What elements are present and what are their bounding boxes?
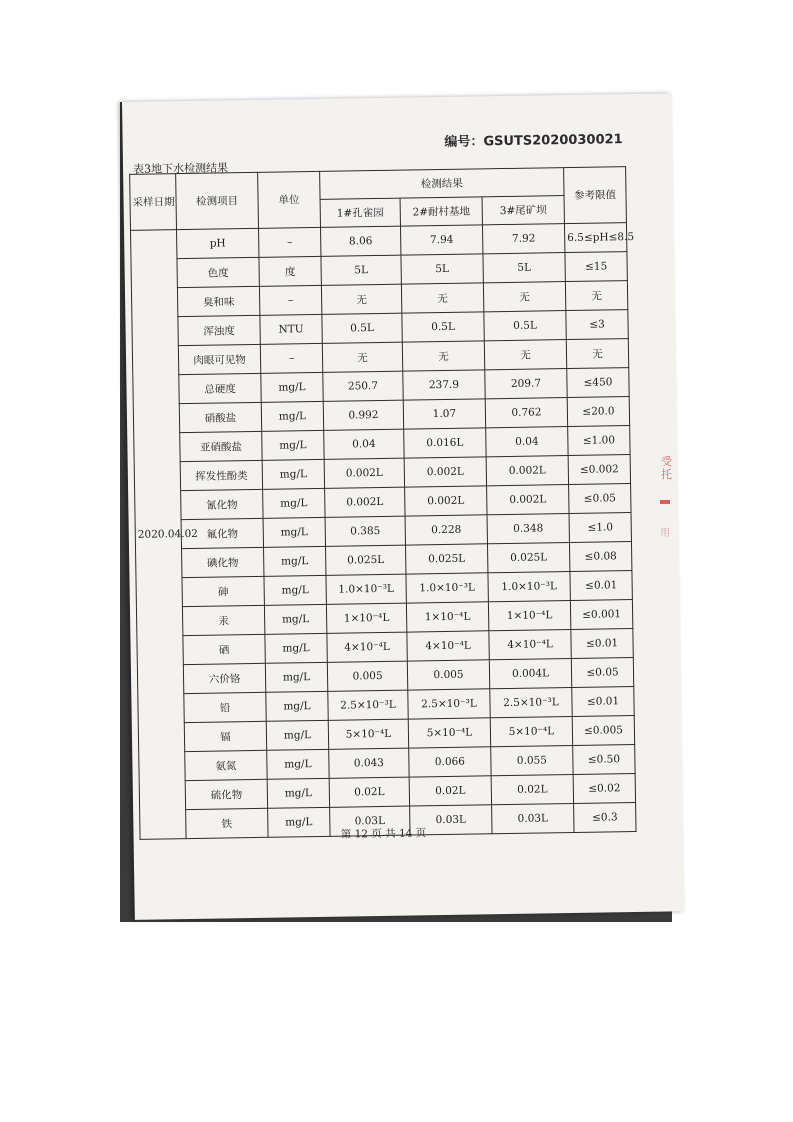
site-1-value: 0.002L [325, 487, 405, 517]
site-1-value: 无 [321, 284, 401, 314]
item-cell: 总硬度 [179, 373, 261, 403]
limit-cell: ≤0.3 [574, 803, 636, 833]
site-1-value: 5×10⁻⁴L [328, 719, 408, 749]
unit-cell: NTU [260, 314, 322, 344]
site-2-value: 5L [401, 254, 483, 284]
site-3-value: 1×10⁻⁴L [488, 601, 570, 631]
site-3-value: 0.762 [485, 398, 567, 428]
unit-cell: – [259, 285, 321, 315]
site-2-value: 0.025L [405, 544, 487, 574]
limit-cell: ≤15 [565, 252, 627, 282]
site-3-value: 2.5×10⁻³L [490, 688, 572, 718]
site-3-value: 0.348 [487, 514, 569, 544]
red-seal-mark [660, 500, 670, 504]
site-3-value: 0.03L [492, 803, 574, 833]
unit-cell: mg/L [265, 662, 327, 692]
site-3-value: 0.004L [489, 659, 571, 689]
site-3-value: 0.025L [487, 543, 569, 573]
site-1-value: 0.04 [324, 429, 404, 459]
item-cell: pH [177, 228, 259, 258]
site-1-value: 2.5×10⁻³L [328, 690, 408, 720]
item-cell: 镉 [184, 721, 266, 751]
site-1-value: 1.0×10⁻³L [326, 574, 406, 604]
item-cell: 氰化物 [181, 489, 263, 519]
site-3-value: 0.02L [491, 774, 573, 804]
site-1-value: 0.002L [324, 458, 404, 488]
limit-cell: ≤0.02 [573, 774, 635, 804]
limit-cell: ≤0.05 [571, 658, 633, 688]
item-cell: 碘化物 [182, 547, 264, 577]
site-3-value: 5L [483, 253, 565, 283]
item-cell: 硒 [183, 634, 265, 664]
item-cell: 挥发性酚类 [180, 460, 262, 490]
site-2-value: 1×10⁻⁴L [406, 602, 488, 632]
page-footer: 第 12 页 共 14 页 [340, 827, 427, 841]
header-item: 检测项目 [176, 172, 259, 229]
site-1-value: 250.7 [323, 371, 403, 401]
unit-cell: mg/L [261, 401, 323, 431]
unit-cell: mg/L [266, 691, 328, 721]
site-2-value: 1.0×10⁻³L [406, 573, 488, 603]
site-3-value: 0.002L [487, 485, 569, 515]
unit-cell: mg/L [263, 488, 325, 518]
limit-cell: ≤1.00 [568, 426, 630, 456]
item-cell: 肉眼可见物 [178, 344, 260, 374]
site-1-value: 0.992 [323, 400, 403, 430]
site-1-value: 1×10⁻⁴L [326, 603, 406, 633]
site-2-value: 0.002L [404, 457, 486, 487]
site-2-value: 0.5L [402, 312, 484, 342]
limit-cell: ≤450 [567, 368, 629, 398]
limit-cell: ≤1.0 [569, 513, 631, 543]
site-1-value: 0.02L [329, 777, 409, 807]
site-2-value: 237.9 [403, 370, 485, 400]
site-1-value: 4×10⁻⁴L [327, 632, 407, 662]
site-3-value: 4×10⁻⁴L [489, 630, 571, 660]
limit-cell: 无 [565, 281, 627, 311]
header-site-3: 3#尾矿坝 [482, 196, 564, 225]
site-3-value: 0.002L [486, 456, 568, 486]
header-site-1: 1#孔雀园 [320, 198, 400, 227]
faint-seal-mark: 用 [660, 528, 670, 539]
site-3-value: 无 [483, 282, 565, 312]
unit-cell: mg/L [267, 749, 329, 779]
item-cell: 砷 [182, 576, 264, 606]
unit-cell: – [260, 343, 322, 373]
unit-cell: mg/L [262, 430, 324, 460]
table-caption: 表3地下水检测结果 [132, 161, 229, 176]
unit-cell: mg/L [263, 517, 325, 547]
site-2-value: 4×10⁻⁴L [407, 631, 489, 661]
header-date: 采样日期 [130, 174, 177, 231]
site-3-value: 7.92 [482, 224, 564, 254]
item-cell: 亚硝酸盐 [180, 431, 262, 461]
unit-cell: mg/L [265, 633, 327, 663]
unit-cell: mg/L [268, 807, 330, 837]
results-table [129, 166, 636, 840]
site-1-value: 0.385 [325, 516, 405, 546]
limit-cell: ≤0.50 [573, 745, 635, 775]
site-2-value: 无 [401, 283, 483, 313]
limit-cell: 6.5≤pH≤8.5 [564, 223, 626, 253]
site-1-value: 0.043 [329, 748, 409, 778]
item-cell: 铅 [184, 692, 266, 722]
site-2-value: 5×10⁻⁴L [408, 718, 490, 748]
site-2-value: 0.066 [409, 747, 491, 777]
item-cell: 硫化物 [185, 779, 267, 809]
red-seal-fragment: 受 托 [661, 455, 672, 481]
site-3-value: 209.7 [485, 369, 567, 399]
item-cell: 硝酸盐 [179, 402, 261, 432]
site-2-value: 0.005 [407, 660, 489, 690]
site-1-value: 0.03L [330, 806, 410, 836]
item-cell: 色度 [177, 257, 259, 287]
limit-cell: ≤0.01 [572, 687, 634, 717]
site-1-value: 8.06 [320, 226, 400, 256]
site-2-value: 1.07 [403, 399, 485, 429]
item-cell: 铁 [186, 808, 268, 838]
unit-cell: mg/L [261, 372, 323, 402]
site-3-value: 1.0×10⁻³L [488, 572, 570, 602]
results-body [131, 223, 637, 840]
site-3-value: 0.04 [486, 427, 568, 457]
sampling-date-cell: 2020.04.02 [131, 230, 187, 840]
item-cell: 氨氮 [185, 750, 267, 780]
document-number: 编号：GSUTS2020030021 [444, 132, 623, 150]
limit-cell: ≤0.08 [570, 542, 632, 572]
limit-cell: ≤0.002 [568, 455, 630, 485]
site-2-value: 0.228 [405, 515, 487, 545]
limit-cell: ≤0.01 [570, 571, 632, 601]
site-3-value: 0.5L [484, 311, 566, 341]
item-cell: 臭和味 [177, 286, 259, 316]
site-2-value: 0.002L [405, 486, 487, 516]
site-2-value: 0.02L [409, 776, 491, 806]
site-3-value: 无 [484, 340, 566, 370]
header-limit: 参考限值 [564, 167, 627, 224]
site-3-value: 5×10⁻⁴L [490, 717, 572, 747]
unit-cell: – [259, 227, 321, 257]
site-1-value: 0.5L [322, 313, 402, 343]
item-cell: 汞 [182, 605, 264, 635]
site-2-value: 7.94 [400, 225, 482, 255]
item-cell: 浑浊度 [178, 315, 260, 345]
item-cell: 六价铬 [183, 663, 265, 693]
limit-cell: ≤0.005 [572, 716, 634, 746]
site-3-value: 0.055 [491, 746, 573, 776]
site-1-value: 无 [322, 342, 402, 372]
unit-cell: mg/L [264, 546, 326, 576]
item-cell: 氟化物 [181, 518, 263, 548]
unit-cell: 度 [259, 256, 321, 286]
site-2-value: 0.016L [404, 428, 486, 458]
unit-cell: mg/L [266, 720, 328, 750]
document-page [122, 93, 685, 920]
unit-cell: mg/L [262, 459, 324, 489]
unit-cell: mg/L [267, 778, 329, 808]
limit-cell: ≤0.001 [570, 600, 632, 630]
unit-cell: mg/L [264, 575, 326, 605]
limit-cell: ≤0.05 [569, 484, 631, 514]
limit-cell: ≤20.0 [567, 397, 629, 427]
site-2-value: 2.5×10⁻³L [408, 689, 490, 719]
site-2-value: 0.03L [410, 805, 492, 835]
site-2-value: 无 [402, 341, 484, 371]
site-1-value: 5L [321, 255, 401, 285]
limit-cell: ≤0.01 [571, 629, 633, 659]
header-site-2: 2#耐村基地 [400, 197, 482, 226]
unit-cell: mg/L [264, 604, 326, 634]
header-results: 检测结果 [320, 168, 564, 200]
site-1-value: 0.005 [327, 661, 407, 691]
limit-cell: ≤3 [566, 310, 628, 340]
limit-cell: 无 [566, 339, 628, 369]
site-1-value: 0.025L [326, 545, 406, 575]
header-unit: 单位 [258, 171, 321, 228]
